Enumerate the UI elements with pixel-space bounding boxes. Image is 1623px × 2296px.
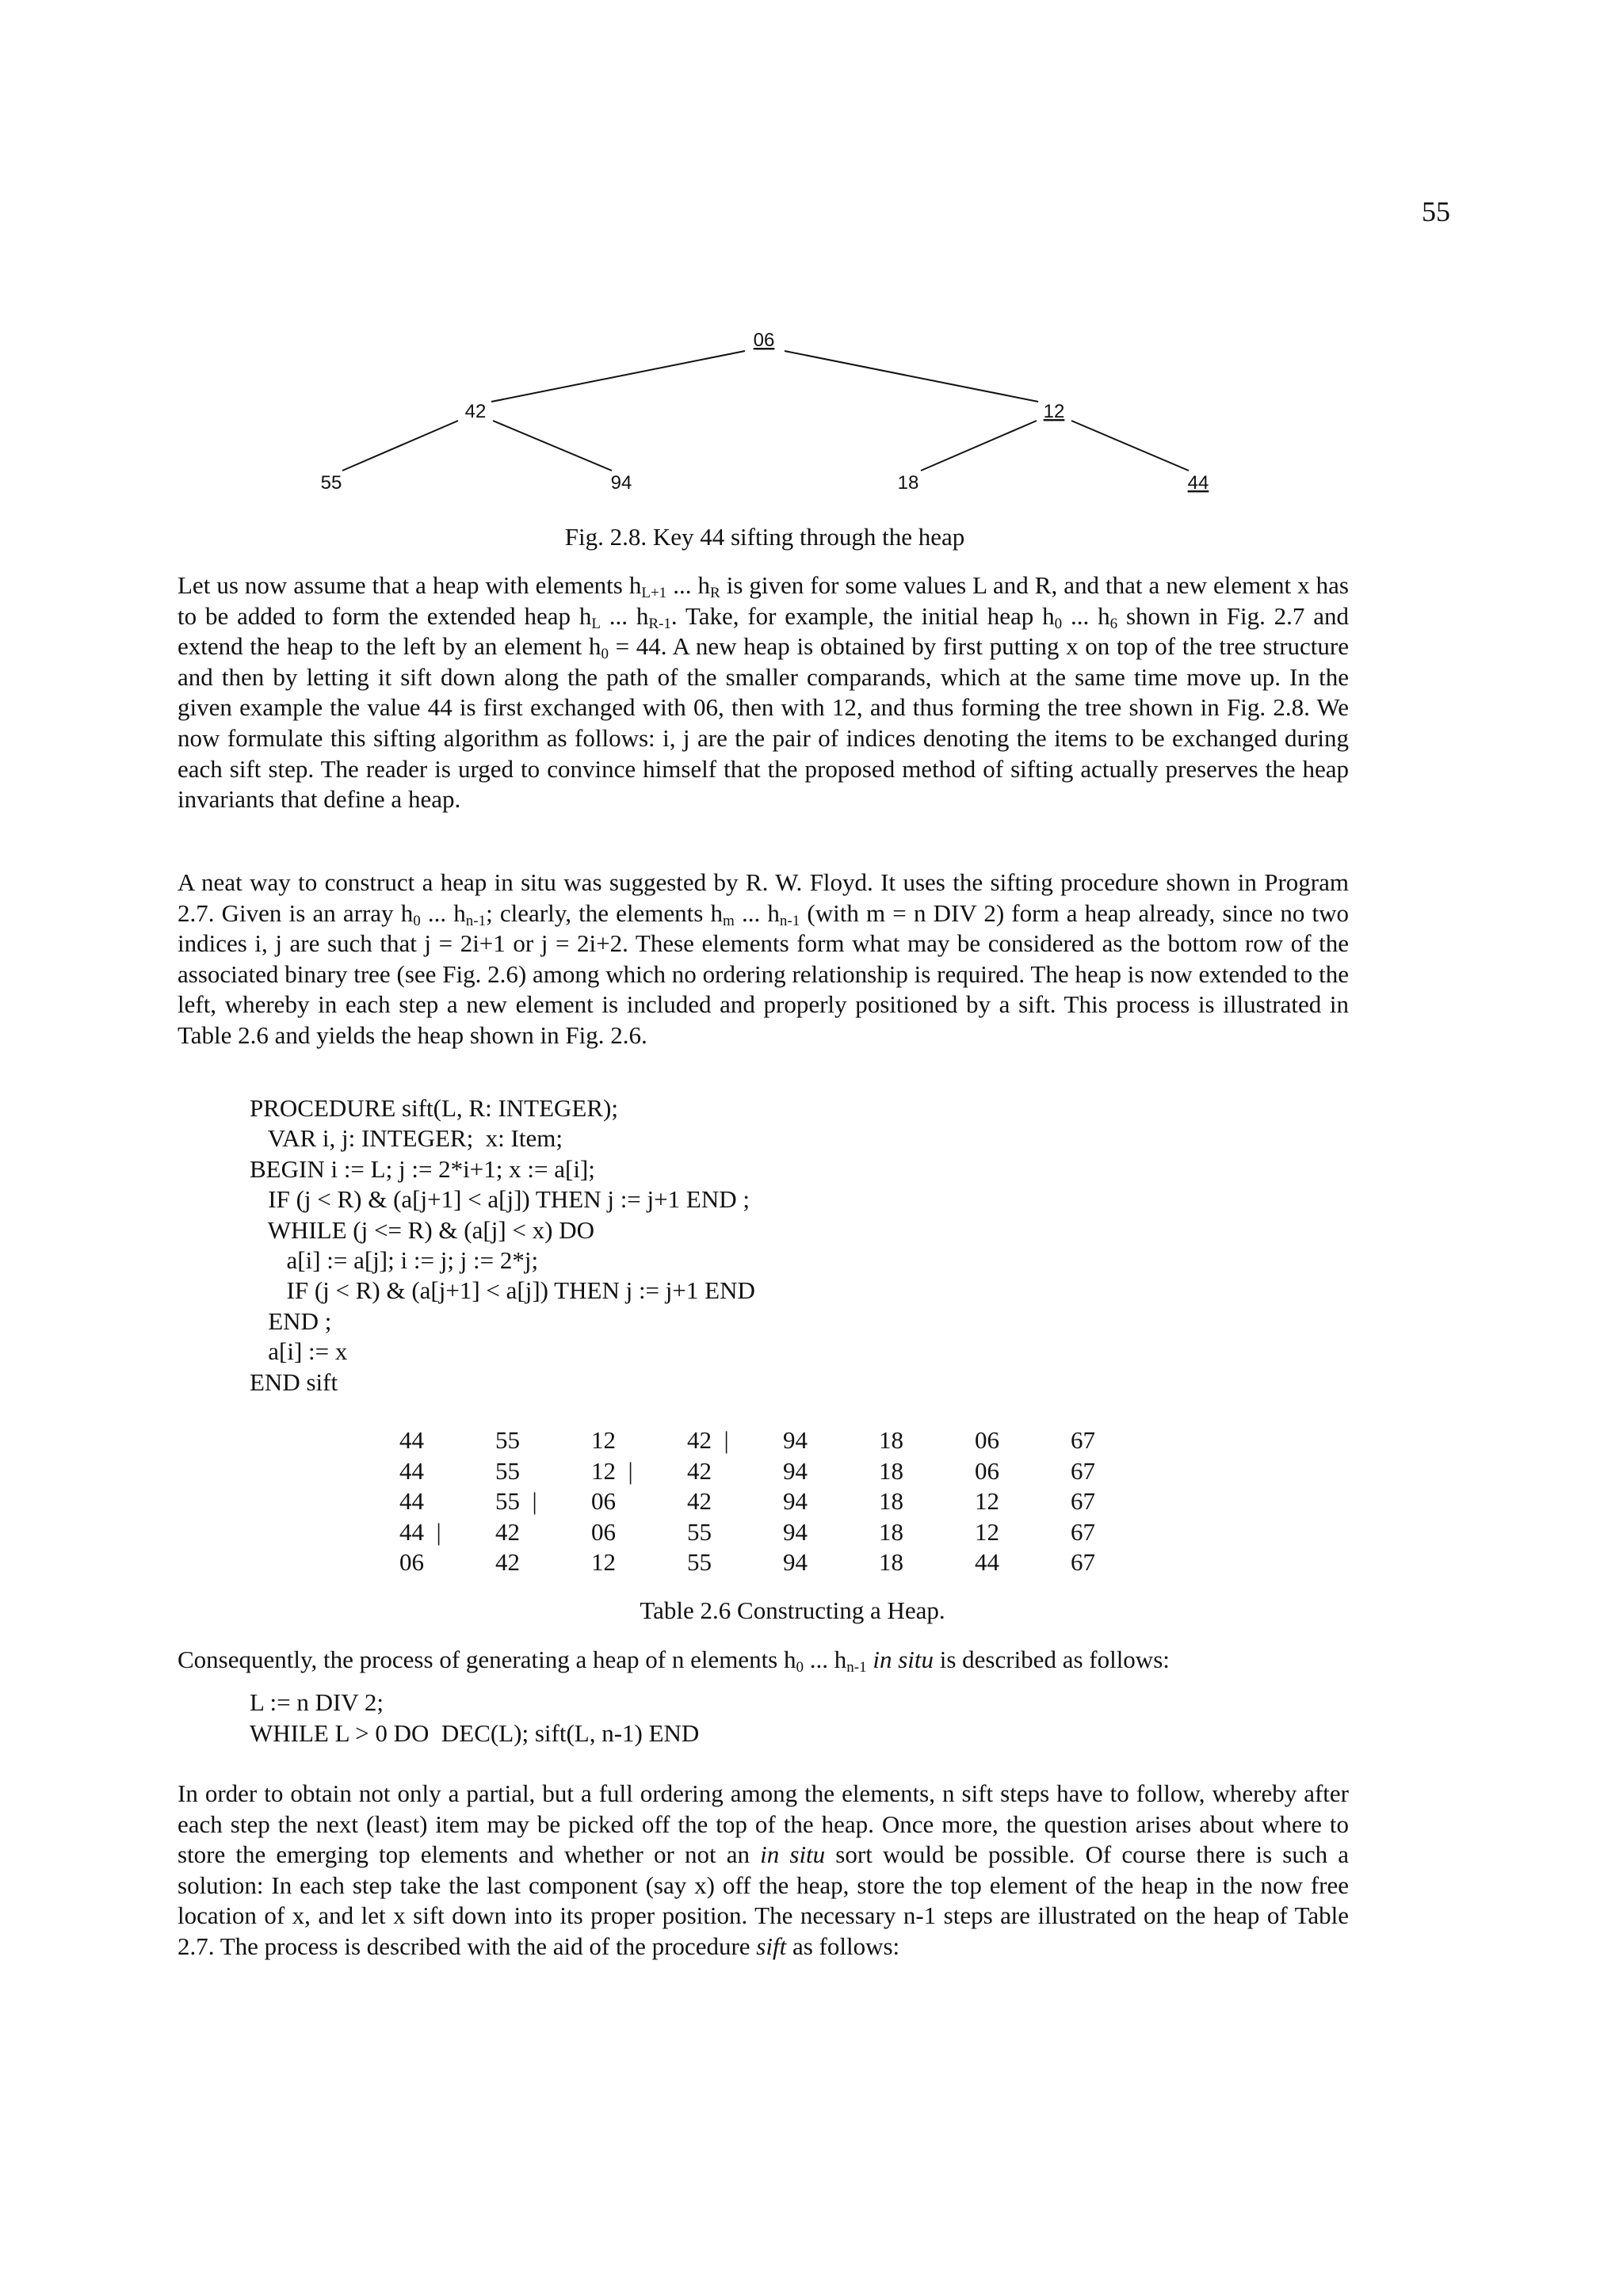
code-sift-line: VAR i, j: INTEGER; x: Item; [250, 1124, 563, 1153]
page-number: 55 [1422, 196, 1450, 227]
tree-edge-n06-n12 [785, 351, 1038, 402]
table-row [399, 1518, 1167, 1549]
table-cell: 06 [399, 1548, 424, 1577]
table-cell: 18 [879, 1517, 903, 1546]
paragraph-floyd-construction: A neat way to construct a heap in situ was suggested by R. W. Floyd. It uses the sifting procedure shown in Program 2.7. Given is an array $h_0$ ... $h_{n-1}$; clearly, the elements $h_m$ ... $h_{n-1}$ (with m = n DIV 2) form a heap already, since no two indices i, j are such that j = 2i+1 or j = 2i+2. These elements form what may be considered as the bottom row of the associated binary tree (see Fig. 2.6) among which no ordering relationship is required. The heap is now extended to the left, whereby in each step a new element is included and properly positioned by a sift. This process is illustrated in Table 2.6 and yields the heap shown in Fig. 2.6. [178, 868, 1349, 1049]
table-cell: 42 | [687, 1426, 729, 1454]
paragraph-in-situ: Consequently, the process of generating a heap of n elements $h_0$ ... $h_{n-1}$ in situ is described as follows: [178, 1646, 1170, 1676]
table-cell: 12 | [591, 1456, 633, 1485]
code-build-line: WHILE L > 0 DO DEC(L); sift(L, n-1) END [250, 1718, 700, 1747]
table-cell: 94 [783, 1548, 808, 1577]
table-cell: 55 [687, 1517, 712, 1546]
table-cell: 44 | [399, 1517, 441, 1546]
table-cell: 67 [1071, 1517, 1095, 1546]
table-cell: 67 [1071, 1487, 1095, 1516]
code-sift-line: a[i] := a[j]; i := j; j := 2*j; [250, 1246, 539, 1275]
table-cell: 94 [783, 1456, 808, 1485]
code-sift-line: END sift [250, 1367, 338, 1396]
table-cell: 67 [1071, 1548, 1095, 1577]
tree-edge-n06-n42 [491, 351, 745, 402]
table-cell: 12 [591, 1426, 616, 1454]
table-cell: 44 [399, 1487, 424, 1516]
code-build-heap [250, 1688, 699, 1749]
tree-node-94: 94 [610, 472, 632, 494]
table-cell: 94 [783, 1487, 808, 1516]
table-cell: 06 [591, 1487, 616, 1516]
table-cell: 55 [495, 1426, 520, 1454]
table-row [399, 1426, 1167, 1457]
tree-nodes [321, 330, 1209, 494]
table-cell: 12 [591, 1548, 616, 1577]
code-procedure-sift [250, 1093, 755, 1398]
table-cell: 42 [495, 1517, 520, 1546]
table-cell: 55 [687, 1548, 712, 1577]
table-cell: 18 [879, 1487, 903, 1516]
code-sift-line: IF (j < R) & (a[j+1] < a[j]) THEN j := j+1 END [250, 1276, 755, 1305]
table-cell: 06 [975, 1426, 999, 1454]
table-cell: 06 [975, 1456, 999, 1485]
tree-node-44: 44 [1187, 472, 1209, 494]
heap-construction-table [399, 1426, 1167, 1579]
table-cell: 44 [399, 1426, 424, 1454]
table-caption: Table 2.6 Constructing a Heap. [640, 1596, 945, 1624]
table-cell: 12 [975, 1487, 999, 1516]
table-cell: 94 [783, 1426, 808, 1454]
code-sift-line: IF (j < R) & (a[j+1] < a[j]) THEN j := j+1 END ; [250, 1185, 750, 1214]
paragraph-heap-extension: Let us now assume that a heap with elements $h_{L+1}$ ... $h_R$ is given for some values L and R, and that a new element x has to be added to form the extended heap $h_L$ ... $h_{R-1}$. Take, for example, the initial heap $h_0$ ... $h_6$ shown in Fig. 2.7 and extend the heap to the left by an element $h_0 = 44$. A new heap is obtained by first putting x on top of the tree structure and then by letting it sift down along the path of the smaller comparands, which at the same time move up. In the given example the value 44 is first exchanged with 06, then with 12, and thus forming the tree shown in Fig. 2.8. We now formulate this sifting algorithm as follows: i, j are the pair of indices denoting the items to be exchanged during each sift step. The reader is urged to convince himself that the proposed method of sifting actually preserves the heap invariants that define a heap. [178, 571, 1350, 814]
code-sift-line: PROCEDURE sift(L, R: INTEGER); [250, 1094, 618, 1122]
table-cell: 67 [1071, 1426, 1095, 1454]
table-cell: 55 | [495, 1487, 537, 1516]
table-cell: 44 [975, 1548, 999, 1577]
code-sift-line: a[i] := x [250, 1337, 348, 1366]
table-row [399, 1457, 1167, 1488]
table-cell: 94 [783, 1517, 808, 1546]
figure-caption: Fig. 2.8. Key 44 sifting through the heap [564, 523, 965, 551]
tree-edge-n42-n94 [493, 421, 612, 471]
tree-node-12: 12 [1043, 401, 1065, 422]
tree-node-55: 55 [320, 472, 342, 494]
code-build-line: L := n DIV 2; [250, 1688, 384, 1716]
paragraph-full-ordering: In order to obtain not only a partial, but a full ordering among the elements, n sift steps have to follow, whereby after each step the next (least) item may be picked off the top of the heap. Once more, the question arises about where to store the emerging top elements and whether or not an in situ sort would be possible. Of course there is such a solution: In each step take the last component (say x) off the heap, store the top element of the heap in the now free location of x, and let x sift down into its proper position. The necessary n-1 steps are illustrated on the heap of Table 2.7. The process is described with the aid of the procedure sift as follows: [178, 1779, 1350, 1960]
table-cell: 55 [495, 1456, 520, 1485]
table-cell: 18 [879, 1548, 903, 1577]
table-cell: 44 [399, 1456, 424, 1485]
code-sift-line: WHILE (j <= R) & (a[j] < x) DO [250, 1215, 594, 1244]
tree-edge-n42-n55 [342, 421, 458, 471]
tree-node-06: 06 [753, 330, 775, 351]
code-sift-line: BEGIN i := L; j := 2*i+1; x := a[i]; [250, 1154, 595, 1183]
tree-edge-n12-n44 [1071, 421, 1189, 471]
table-cell: 42 [687, 1456, 712, 1485]
table-cell: 18 [879, 1426, 903, 1454]
table-cell: 18 [879, 1456, 903, 1485]
table-row [399, 1548, 1167, 1579]
table-cell: 67 [1071, 1456, 1095, 1485]
heap-tree-figure [0, 317, 1623, 507]
table-cell: 12 [975, 1517, 999, 1546]
tree-edge-n12-n18 [921, 421, 1037, 471]
tree-node-18: 18 [897, 472, 919, 494]
table-cell: 42 [495, 1548, 520, 1577]
tree-node-42: 42 [464, 401, 487, 422]
table-row [399, 1487, 1167, 1518]
table-cell: 06 [591, 1517, 616, 1546]
code-sift-line: END ; [250, 1306, 332, 1335]
table-cell: 42 [687, 1487, 712, 1516]
